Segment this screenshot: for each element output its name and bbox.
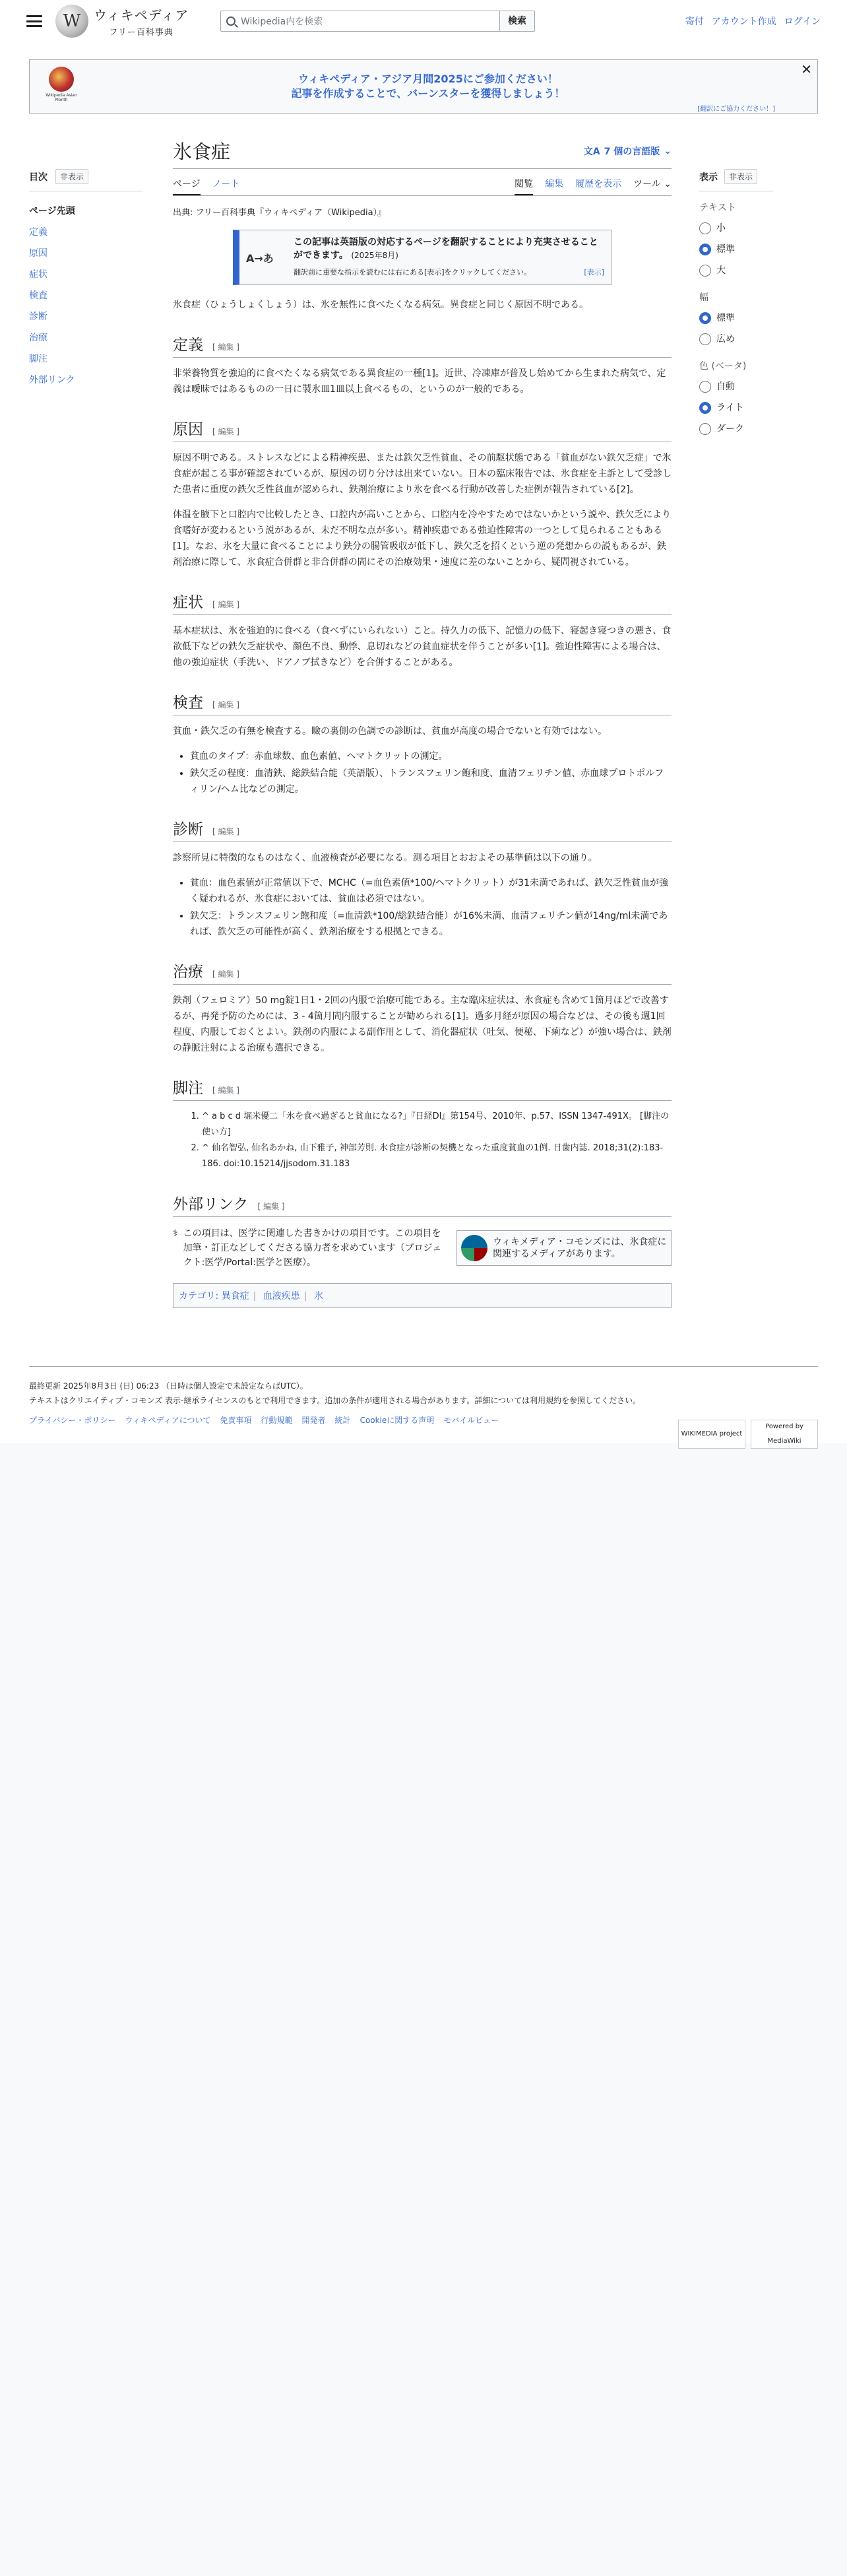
diagnosis-paragraph: 診察所見に特徴的なものはなく、血液検査が必要になる。測る項目とおおよその基準値は以下の通り。 [173,853,598,863]
cause-paragraph-1: 原因不明である。ストレスなどによる精神疾患、または鉄欠乏性貧血、その前駆状態である「貧血がない鉄欠乏症」で氷食症が起こる事が確認されているが、原因の切り分けは出来ていない。日本の臨床報告では、氷食症を主訴として受診した患者に重度の鉄欠乏性貧血が認められ、鉄剤治療により氷を食べる行動が改善した症例が報告されている[2]。 [173,453,672,495]
chevron-down-icon: ⌄ [664,145,672,156]
toc-title: 目次 [29,172,47,183]
page-title: 氷食症 [173,141,231,163]
text-size-option[interactable] [699,239,773,260]
donate-link[interactable]: 寄付 [685,17,704,27]
radio-icon [699,222,711,234]
site-header [0,0,847,42]
banner-logo-caption: Wikipedia Asian Month [46,93,77,102]
edit-link[interactable]: [ 編集 ] [212,1086,239,1095]
radio-icon [699,312,711,324]
banner-translate-link[interactable]: [翻訳にご協力ください！] [697,106,775,113]
tests-list [173,748,672,797]
toc-item[interactable]: 治療 [29,333,47,343]
license-text: テキストはクリエイティブ・コモンズ 表示-継承ライセンスのもとで利用できます。追加の条件が適用される場合があります。詳細については利用規約を参照してください。 [29,1396,641,1405]
text-size-option[interactable] [699,218,773,239]
search-input[interactable] [220,11,500,32]
asian-month-emblem-icon [49,67,74,92]
stub-icon: ⚕ [173,1228,178,1239]
radio-icon [699,333,711,345]
category-label[interactable]: カテゴリ: [179,1291,219,1302]
banner-line-2: 記事を作成することで、バーンスターを獲得しましょう！ [291,87,565,100]
toc-item[interactable]: 原因 [29,248,47,259]
stub-notice [173,1226,450,1270]
toc-hide-button[interactable]: 非表示 [55,169,88,184]
section-heading-definition: 定義 [ 編集 ] [173,333,672,358]
category-link[interactable]: 血液疾患 [263,1291,300,1302]
wikimedia-badge[interactable]: WIKIMEDIA project [678,1420,745,1449]
table-of-contents [29,137,142,1308]
tools-menu[interactable]: ツール ⌄ [633,179,672,189]
toc-item[interactable]: 症状 [29,269,47,280]
article [173,137,672,1308]
radio-icon [699,265,711,277]
width-option-label: 広め [716,334,735,345]
search-icon [226,17,235,26]
section-heading-tests: 検査 [ 編集 ] [173,690,672,715]
tab-talk[interactable]: ノート [212,179,240,189]
diagnosis-list [173,875,672,940]
color-option-label: ライト [716,403,744,413]
radio-icon [699,423,711,435]
logo-subtitle: フリー百科事典 [109,28,173,38]
translate-icon: 文A [583,146,600,157]
commons-text[interactable]: ウィキメディア・コモンズには、氷食症に関連するメディアがあります。 [493,1237,667,1259]
section-heading-treatment: 治療 [ 編集 ] [173,960,672,985]
width-label: 幅 [699,292,708,303]
toc-item[interactable]: 外部リンク [29,375,75,385]
text-size-option-label: 小 [716,223,726,234]
width-option-label: 標準 [716,313,735,323]
site-logo[interactable] [55,5,207,38]
language-button[interactable] [584,145,672,158]
source-note: 出典: フリー百科事典『ウィキペディア（Wikipedia）』 [173,208,387,218]
color-options [699,376,773,440]
edit-link[interactable]: [ 編集 ] [212,827,239,836]
edit-link[interactable]: [ 編集 ] [212,700,239,710]
category-link[interactable]: 異食症 [221,1291,249,1302]
color-label: 色 (ベータ) [699,361,747,372]
toc-item[interactable]: 検査 [29,290,47,301]
toc-item[interactable]: 脚注 [29,354,47,364]
footer-link[interactable]: 統計 [334,1416,351,1425]
radio-icon [699,381,711,393]
language-count: 7 個の言語版 [604,146,660,157]
tab-edit[interactable]: 編集 [545,179,564,189]
commons-box [456,1230,672,1266]
category-links: カテゴリ: 異食症 | 血液疾患 | 氷 [173,1283,672,1308]
appearance-title: 表示 [699,172,718,183]
text-size-option-label: 標準 [716,244,735,255]
section-heading-notes: 脚注 [ 編集 ] [173,1076,672,1101]
appearance-panel [699,137,773,1308]
search-form [220,11,535,32]
section-heading-external-links: 外部リンク [ 編集 ] [173,1192,672,1217]
campaign-banner [29,59,818,114]
footer-link[interactable]: 免責事項 [220,1416,252,1425]
edit-link[interactable]: [ 編集 ] [212,427,239,436]
search-button[interactable]: 検索 [500,11,535,32]
tab-history[interactable]: 履歴を表示 [575,179,622,189]
footer-link[interactable]: 開発者 [301,1416,326,1425]
notice-instructions: 翻訳前に重要な指示を読むには右にある[表示]をクリックしてください。 [294,268,532,277]
notice-show-link[interactable]: [表示] [584,268,604,277]
symptoms-paragraph: 基本症状は、氷を強迫的に食べる（食べずにいられない）こと。持久力の低下、記憶力の低下、寝起き寝つきの悪さ、食欲低下などの鉄欠乏症状や、顔色不良、動悸、息切れなどの貧血症状を伴うことが多い[1]。強迫性障害による場合は、他の強迫症状（手洗い、ドアノブ拭きなど）を合併することがある。 [173,626,672,668]
translate-notice-icon: A→あ [246,251,274,265]
lead-paragraph: 氷食症（ひょうしょくしょう）は、氷を無性に食べたくなる病気。異食症と同じく原因不明である。 [173,300,588,310]
section-heading-symptoms: 症状 [ 編集 ] [173,590,672,615]
notice-text: この記事は英語版の対応するページを翻訳することにより充実させることができます。 [294,237,598,261]
toc-item[interactable]: ページ先頭 [29,206,75,216]
login-link[interactable]: ログイン [784,17,821,27]
list-item: • 鉄欠乏：トランスフェリン飽和度（=血清鉄*100/総鉄結合能）が16%未満、血清フェリチン値が14ng/ml未満であれば、鉄欠乏の可能性が高く、鉄剤治療をする根拠とできる。 [190,908,672,940]
footer-link[interactable]: 行動規範 [261,1416,293,1425]
page-tabs [173,177,672,196]
reference-item: 2. ^ 仙名智弘, 仙名あかね, 山下雅子, 神部芳則. 氷食症が診断の契機となった重度貧血の1例. 日歯内誌. 2018;31(2):183-186. doi:10.15214/jjsodom.31.183 [202,1140,672,1172]
edit-link[interactable]: [ 編集 ] [212,600,239,609]
tab-read[interactable]: 閲覧 [515,177,533,195]
radio-icon [699,244,711,255]
site-footer [29,1366,818,1445]
reference-item: 1. ^ a b c d 堀米優二「氷を食べ過ぎると貧血になる?」『日経DI』第154号、2010年、p.57、ISSN 1347-491X。 [脚注の使い方] [202,1109,672,1140]
width-options [699,308,773,350]
references-list [173,1109,672,1172]
cause-paragraph-2: 体温を腋下と口腔内で比較したとき、口腔内が高いことから、口腔内を冷やすためではないかという説や、鉄欠乏により食嗜好が変わるという説があるが、未だ不明な点が多い。精神疾患である強迫性障害の一つとして見られることもある[1]。なお、氷を大量に食べることにより鉄分の腸管吸収が低下し、鉄欠乏を招くという逆の発想からの説もあるが、鉄剤治療に際して、氷食症合併群と非合併群の間にその治療効果・速度に差のないことから、疑問視されている。 [173,510,672,568]
definition-paragraph: 非栄養物質を強迫的に食べたくなる病気である異食症の一種[1]。近世、冷凍庫が普及し始めてから生まれた病気で、定義は曖昧ではあるものの一日に製氷皿1皿以上食べるもの、というのが一般的である。 [173,368,666,395]
search-placeholder: Wikipedia内を検索 [241,17,323,27]
text-size-options [699,218,773,281]
text-size-option-label: 大 [716,265,726,276]
tab-page[interactable]: ページ [173,177,201,195]
section-heading-diagnosis: 診断 [ 編集 ] [173,817,672,842]
color-option[interactable] [699,376,773,397]
list-item: • 貧血のタイプ：赤血球数、血色素値、ヘマトクリットの測定。 [190,748,672,764]
mediawiki-badge[interactable]: Powered by MediaWiki [751,1420,818,1449]
section-heading-cause: 原因 [ 編集 ] [173,417,672,442]
main-menu-icon[interactable] [26,15,42,27]
color-option[interactable] [699,397,773,418]
width-option[interactable] [699,329,773,350]
edit-link[interactable]: [ 編集 ] [212,343,239,352]
text-size-label: テキスト [699,203,736,213]
color-option-label: ダーク [716,424,744,434]
stub-text: この項目は、医学に関連した書きかけの項目です。この項目を加筆・訂正などしてくださる協力者を求めています（プロジェクト:医学/Portal:医学と医療）。 [183,1228,442,1268]
translation-notice [233,230,612,285]
appearance-hide-button[interactable]: 非表示 [724,169,757,184]
width-option[interactable] [699,308,773,329]
edit-link[interactable]: [ 編集 ] [212,970,239,979]
footer-link[interactable]: モバイルビュー [443,1416,499,1425]
last-updated: 最終更新 2025年8月3日 (日) 06:23 （日時は個人設定で未設定ならばUTC）。 [29,1381,308,1391]
notice-date: (2025年8月) [351,251,398,260]
text-size-option[interactable] [699,260,773,281]
asian-month-logo [44,67,78,106]
commons-logo-icon [461,1235,487,1261]
user-links [685,15,821,28]
close-icon[interactable]: ✕ [801,61,812,77]
page-background [0,1443,847,2576]
footer-link[interactable]: プライバシー・ポリシー [29,1416,116,1425]
tests-paragraph: 貧血・鉄欠乏の有無を検査する。瞼の裏側の色調での診断は、貧血が高度の場合でないと有効ではない。 [173,726,607,737]
radio-icon [699,402,711,414]
toc-item[interactable]: 診断 [29,312,47,322]
banner-line-1: ウィキペディア・アジア月間2025にご参加ください！ [298,73,558,85]
edit-link[interactable]: [ 編集 ] [257,1202,285,1211]
treatment-paragraph: 鉄剤（フェロミア）50 mg錠1日1・2回の内服で治療可能である。主な臨床症状は、氷食症も含めて1箇月ほどで改善するが、再発予防のためには、3 - 4箇月間内服することが勧められる[1]。過多月経が原因の場合などは、その後も週1回程度、内服しておくとよい。鉄剤の内服による副作用として、消化器症状（吐気、便秘、下痢など）が強い場合は、鉄剤の静脈注射による治療も選択できる。 [173,995,672,1053]
color-option[interactable] [699,418,773,440]
color-option-label: 自動 [716,381,735,392]
logo-title: ウィキペディア [94,7,189,23]
category-link[interactable]: 氷 [313,1291,323,1302]
create-account-link[interactable]: アカウント作成 [711,17,776,27]
footer-link[interactable]: Cookieに関する声明 [360,1416,435,1425]
wikipedia-globe-icon: W [55,5,88,38]
banner-message[interactable] [78,72,817,101]
toc-list [29,201,142,391]
toc-item[interactable]: 定義 [29,227,47,238]
list-item: • 貧血：血色素値が正常値以下で、MCHC（=血色素値*100/ヘマトクリット）が31未満であれば、鉄欠乏性貧血が強く疑われるが、氷食症においては、貧血は必須ではない。 [190,875,672,907]
list-item: • 鉄欠乏の程度：血清鉄、総鉄結合能（英語版）、トランスフェリン飽和度、血清フェリチン値、赤血球プロトポルフィリン/ヘム比などの測定。 [190,766,672,797]
footer-link[interactable]: ウィキペディアについて [125,1416,211,1425]
